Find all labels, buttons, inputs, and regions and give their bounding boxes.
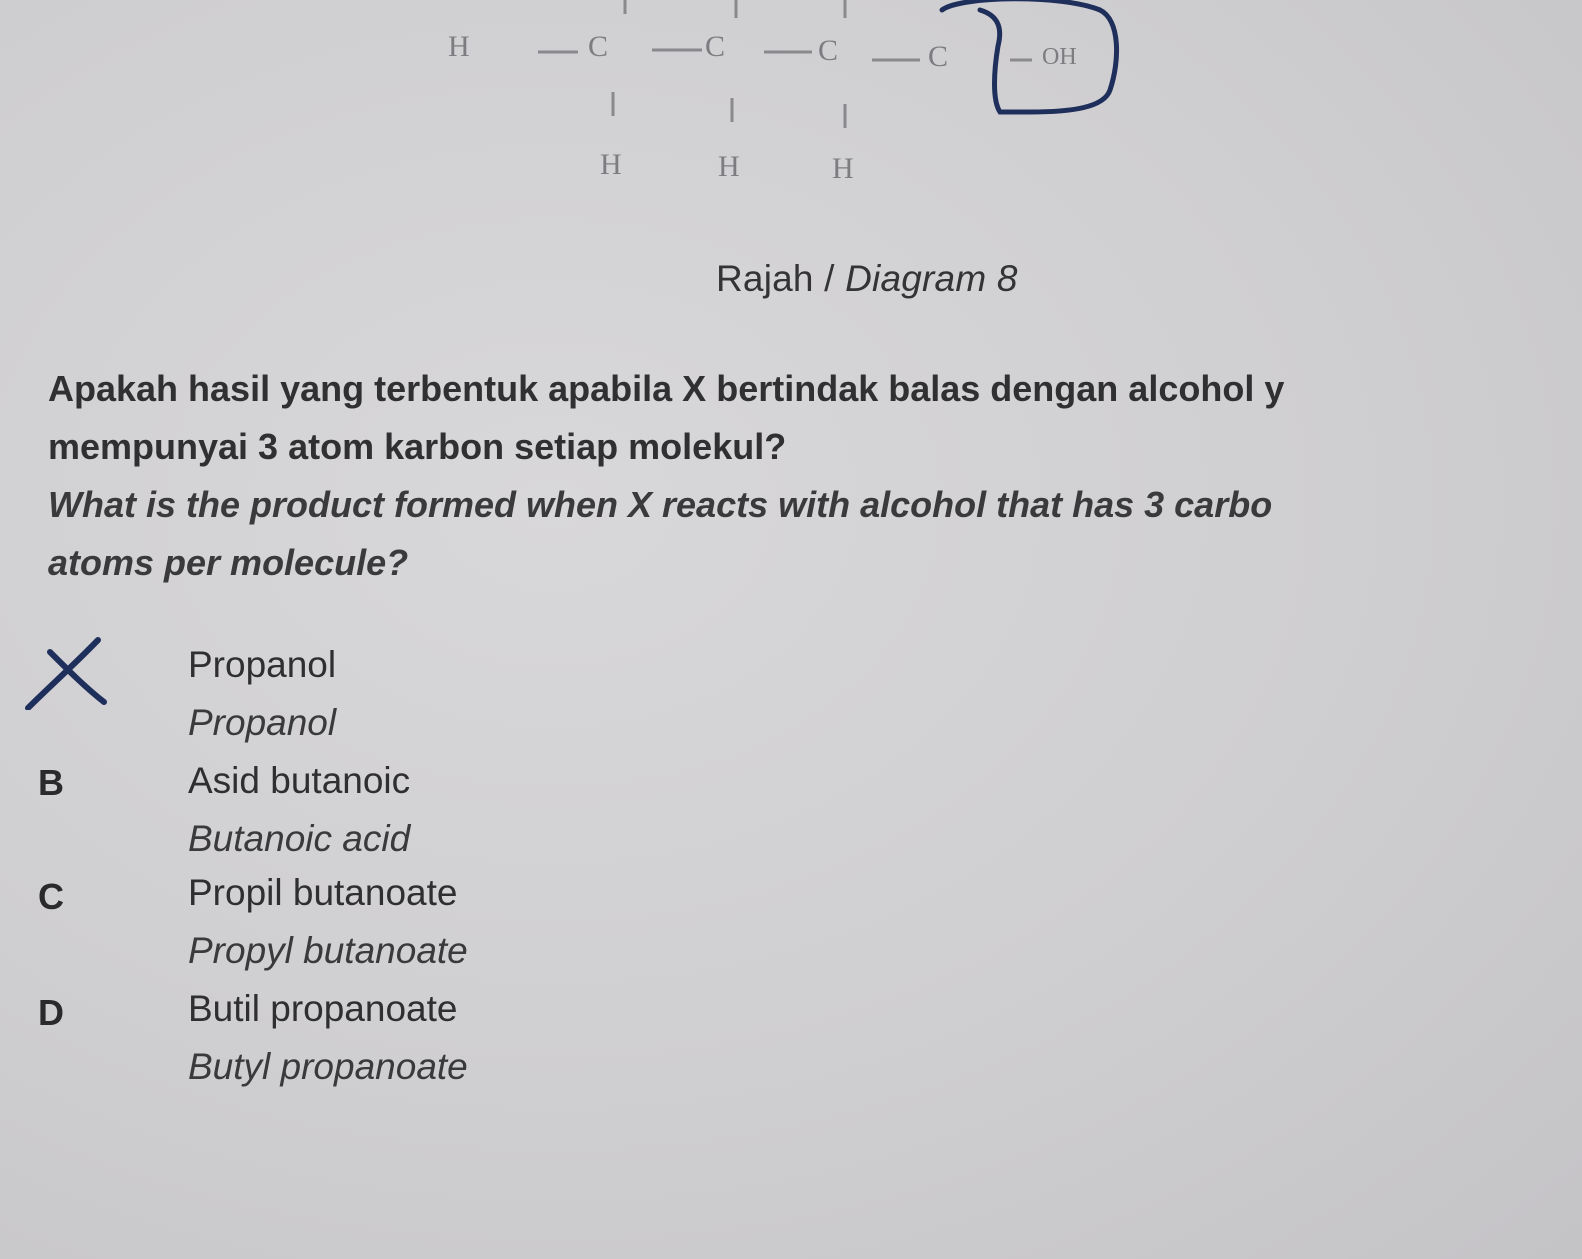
option-d-english[interactable]: Butyl propanoate — [188, 1046, 468, 1087]
diagram-caption — [716, 258, 1018, 300]
question-english — [48, 476, 1568, 592]
option-d-letter[interactable]: D — [38, 992, 64, 1033]
option-a-english[interactable]: Propanol — [188, 702, 337, 743]
question-english-line-1: What is the product formed when X reacts with alcohol that has 3 carbo — [48, 484, 1273, 525]
question-malay-line-1: Apakah hasil yang terbentuk apabila X bertindak balas dengan alcohol y — [48, 368, 1285, 409]
option-d-malay[interactable]: Butil propanoate — [188, 988, 458, 1029]
caption-ms: Rajah / — [716, 258, 846, 299]
option-c-letter[interactable]: C — [38, 876, 64, 917]
option-c-english[interactable]: Propyl butanoate — [188, 930, 468, 971]
option-c-malay[interactable]: Propil butanoate — [188, 872, 458, 913]
option-b-english[interactable]: Butanoic acid — [188, 818, 411, 859]
option-b-letter[interactable]: B — [38, 762, 64, 803]
question-malay — [48, 360, 1568, 476]
formula-carbon-4: C — [928, 40, 949, 73]
question-english-line-2: atoms per molecule? — [48, 542, 409, 583]
formula-bonds — [420, 0, 1140, 210]
formula-h-left: H — [448, 30, 470, 63]
option-b-malay[interactable]: Asid butanoic — [188, 760, 411, 801]
structural-formula — [420, 0, 1140, 210]
formula-h-bottom-1: H — [600, 148, 622, 181]
formula-carbon-1: C — [588, 30, 609, 63]
option-a-malay[interactable]: Propanol — [188, 644, 337, 685]
cross-mark-icon — [20, 636, 110, 710]
formula-carbon-3: C — [818, 34, 839, 67]
formula-h-bottom-2: H — [718, 150, 740, 183]
pen-circle — [942, 0, 1117, 112]
caption-en: Diagram 8 — [845, 258, 1018, 299]
formula-carbon-2: C — [705, 30, 726, 63]
question-malay-line-2: mempunyai 3 atom karbon setiap molekul? — [48, 426, 787, 467]
formula-oh-group: OH — [1042, 44, 1077, 70]
formula-h-bottom-3: H — [832, 152, 854, 185]
